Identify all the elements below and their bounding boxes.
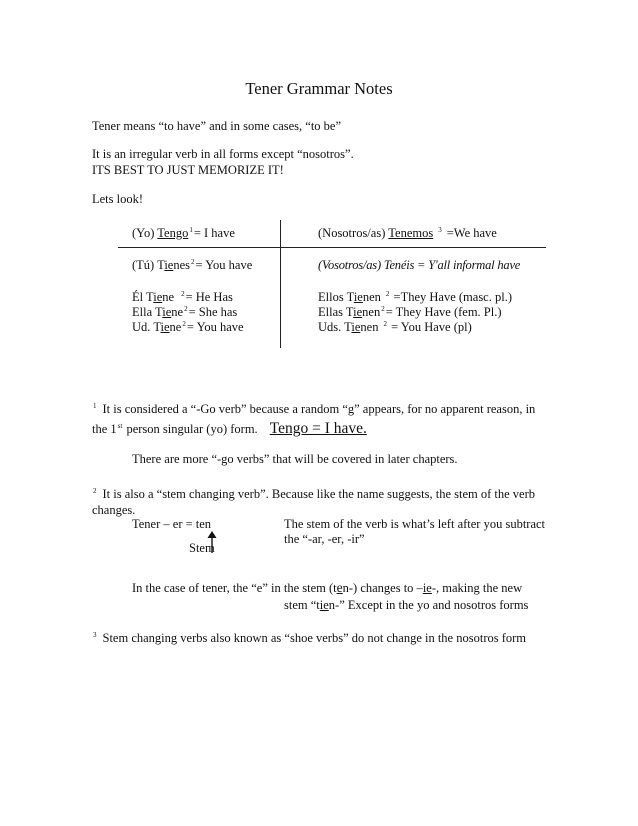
intro-line: ITS BEST TO JUST MEMORIZE IT! xyxy=(92,163,284,177)
row-uds: Uds. Tienen $^2$ = You Have (pl) xyxy=(318,320,472,335)
stem-change-explanation-line2: stem “tien-” Except in the yo and nosotros forms xyxy=(284,598,529,612)
intro-line: It is an irregular verb in all forms except “nosotros”. xyxy=(92,147,354,161)
stem-definition: The stem of the verb is what’s left after you subtract xyxy=(284,517,546,531)
stem-change-explanation: In the case of tener, the “e” in the stem (ten-) changes to –ie-, making the new xyxy=(132,580,523,595)
stem-label: Stem xyxy=(189,541,215,555)
stem-formula: Tener – er = ten xyxy=(132,517,212,531)
footnote-3: $^3$ Stem changing verbs also known as “shoe verbs” do not change in the nosotros form xyxy=(93,631,527,646)
row-tu: (Tú) Tienes$^2$= You have xyxy=(132,258,253,273)
intro-line: Lets look! xyxy=(92,192,144,206)
row-nosotros: (Nosotros/as) Tenemos $^3$ =We have xyxy=(318,226,497,241)
footnote-2: $^2$ It is also a “stem changing verb”. Because like the name suggests, the stem of the verb xyxy=(93,487,536,502)
row-ella: Ella Tiene$^2$= She has xyxy=(132,305,238,320)
table-vertical-divider xyxy=(280,220,281,348)
footnote-1: $^1$ It is considered a “-Go verb” because a random “g” appears, for no apparent reason, in xyxy=(93,402,536,417)
row-vosotros: (Vosotros/as) Tenéis = Y'all informal have xyxy=(318,258,521,272)
table-horizontal-divider xyxy=(118,247,546,248)
row-ellos: Ellos Tienen $^2$ =They Have (masc. pl.) xyxy=(318,290,512,305)
intro-line: Tener means “to have” and in some cases, “to be” xyxy=(92,119,342,133)
row-ellas: Ellas Tienen$^2$= They Have (fem. Pl.) xyxy=(318,305,502,320)
stem-definition-line2: the “-ar, -er, -ir” xyxy=(284,532,365,546)
row-yo: (Yo) Tengo$^1$= I have xyxy=(132,226,235,241)
row-el: Él Tiene $^2$= He Has xyxy=(132,290,233,305)
page-title: Tener Grammar Notes xyxy=(245,79,393,98)
footnote-1-more: There are more “-go verbs” that will be covered in later chapters. xyxy=(132,452,458,466)
footnote-2-line2: changes. xyxy=(92,503,136,517)
footnote-1-line2: the 1st person singular (yo) form. Tengo = I have. xyxy=(92,420,367,437)
row-ud: Ud. Tiene$^2$= You have xyxy=(132,320,244,335)
